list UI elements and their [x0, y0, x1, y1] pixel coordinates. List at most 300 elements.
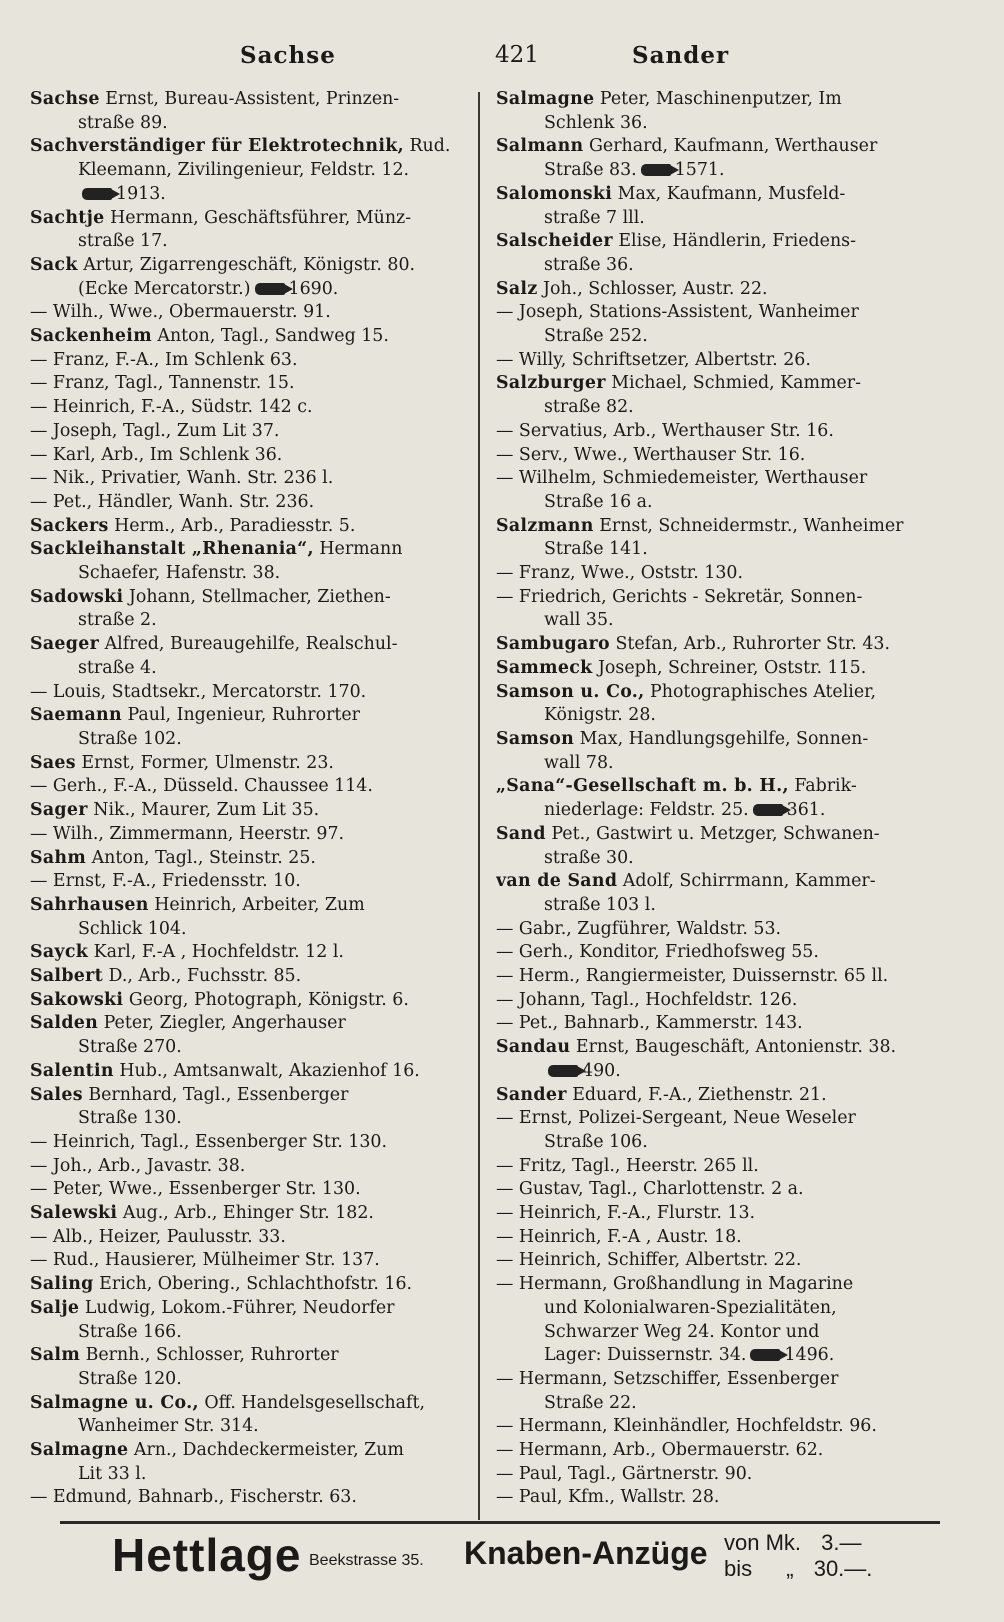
entry-text: Johann, Tagl., Hochfeldstr. 126.: [518, 989, 798, 1010]
ad-price-to-label: bis: [724, 1556, 753, 1581]
entry-text: Off. Handelsgesellschaft,: [198, 1392, 425, 1413]
entry-text: Louis, Stadtsekr., Mercatorstr. 170.: [52, 681, 367, 702]
ad-price: [724, 1530, 872, 1582]
entry-text: Hermann, Arb., Obermauerstr. 62.: [518, 1440, 824, 1461]
ditto-dash: —: [30, 373, 53, 394]
entry-text: Franz, Wwe., Oststr. 130.: [518, 563, 743, 584]
directory-line: [30, 207, 465, 231]
entry-name: Salmann: [496, 136, 584, 157]
entry-text: Serv., Wwe., Werthauser Str. 16.: [518, 444, 806, 465]
entry-text: Bernhard, Tagl., Essenberger: [82, 1084, 349, 1105]
ad-price-from-label: von Mk.: [724, 1530, 802, 1555]
directory-line: [496, 752, 934, 776]
entry-name: Saemann: [30, 705, 122, 726]
directory-line: [30, 467, 465, 491]
directory-line: [30, 1226, 465, 1250]
entry-name: Sachverständiger für Elektrotechnik,: [30, 136, 404, 157]
directory-line: [30, 301, 465, 325]
ditto-dash: —: [30, 397, 53, 418]
phone-number: 1690.: [288, 278, 339, 299]
directory-line: [496, 799, 934, 823]
directory-line: [496, 941, 934, 965]
entry-text: straße 4.: [78, 657, 157, 678]
directory-line: [30, 1131, 465, 1155]
directory-line: [496, 989, 934, 1013]
ditto-dash: —: [30, 776, 53, 797]
ditto-dash: —: [30, 420, 53, 441]
directory-line: [30, 941, 465, 965]
entry-name: Sales: [30, 1084, 83, 1105]
directory-line: [30, 1439, 465, 1463]
entry-text: straße 36.: [544, 254, 634, 275]
directory-line: [496, 657, 934, 681]
directory-line: [496, 349, 934, 373]
entry-text: Georg, Photograph, Königstr. 6.: [123, 989, 409, 1010]
directory-line: [30, 1297, 465, 1321]
directory-line: [30, 1344, 465, 1368]
directory-line: [496, 1202, 934, 1226]
ditto-dash: —: [496, 1440, 519, 1461]
ditto-dash: —: [496, 942, 519, 963]
ditto-dash: —: [496, 966, 519, 987]
entry-text: Peter, Maschinenputzer, Im: [594, 89, 842, 109]
page-number: 421: [495, 42, 539, 68]
directory-line: [496, 681, 934, 705]
phone-number: 1571.: [674, 160, 725, 181]
entry-text: Karl, F.-A , Hochfeldstr. 12 l.: [88, 942, 344, 963]
directory-line: [30, 704, 465, 728]
entry-name: Sadowski: [30, 586, 124, 607]
entry-text: straße 7 lll.: [544, 207, 645, 228]
entry-text: Rud.: [403, 136, 451, 157]
entry-text: Ernst, Bureau-Assistent, Prinzen-: [99, 89, 400, 109]
left-column: [30, 88, 465, 1510]
entry-text: Hub., Amtsanwalt, Akazienhof 16.: [113, 1060, 420, 1081]
entry-text: Pet., Bahnarb., Kammerstr. 143.: [518, 1013, 803, 1034]
ad-price-to: 30.—.: [813, 1556, 873, 1581]
directory-line: [30, 538, 465, 562]
ad-price-ditto: „: [786, 1556, 794, 1581]
entry-text: Straße 252.: [544, 326, 648, 347]
directory-line: [30, 681, 465, 705]
directory-line: [496, 1463, 934, 1487]
ditto-dash: —: [496, 302, 519, 323]
directory-line: [30, 870, 465, 894]
entry-name: Salje: [30, 1297, 80, 1318]
directory-line: [30, 278, 465, 302]
ditto-dash: —: [30, 1226, 53, 1247]
ditto-dash: —: [496, 989, 519, 1010]
directory-line: [30, 633, 465, 657]
entry-text: straße 17.: [78, 231, 168, 252]
entry-name: Salmagne u. Co.,: [30, 1392, 199, 1413]
directory-line: [30, 918, 465, 942]
entry-text: Lager: Duissernstr. 34.: [544, 1345, 747, 1366]
entry-text: Gerhard, Kaufmann, Werthauser: [583, 136, 878, 157]
directory-line: [30, 847, 465, 871]
entry-text: Servatius, Arb., Werthauser Str. 16.: [518, 420, 834, 441]
entry-text: Ernst, Baugeschäft, Antonienstr. 38.: [570, 1037, 897, 1058]
entry-name: Saling: [30, 1274, 94, 1295]
directory-line: [496, 823, 934, 847]
entry-text: Karl, Arb., Im Schlenk 36.: [52, 444, 283, 465]
footer-rule: [60, 1521, 940, 1524]
directory-line: [496, 1392, 934, 1416]
directory-line: [30, 823, 465, 847]
ditto-dash: —: [496, 1226, 519, 1247]
ditto-dash: —: [496, 563, 519, 584]
entry-text: Straße 166.: [78, 1321, 182, 1342]
directory-line: [30, 396, 465, 420]
directory-line: [30, 230, 465, 254]
entry-name: Samson u. Co.,: [496, 681, 645, 702]
directory-line: [496, 918, 934, 942]
directory-line: [30, 1486, 465, 1510]
entry-text: Heinrich, Arbeiter, Zum: [148, 894, 365, 915]
entry-text: Stefan, Arb., Ruhrorter Str. 43.: [609, 634, 891, 655]
entry-text: (Ecke Mercatorstr.): [78, 278, 251, 299]
entry-name: Salentin: [30, 1060, 114, 1081]
entry-text: Straße 120.: [78, 1368, 182, 1389]
entry-name: „Sana“-Gesellschaft m. b. H.,: [496, 776, 789, 797]
entry-text: und Kolonialwaren-Spezialitäten,: [544, 1297, 837, 1318]
entry-text: Nik., Maurer, Zum Lit 35.: [87, 800, 320, 821]
ditto-dash: —: [496, 444, 519, 465]
entry-name: Sandau: [496, 1037, 571, 1058]
directory-line: [30, 420, 465, 444]
entry-text: Franz, F.-A., Im Schlenk 63.: [52, 349, 298, 370]
directory-line: [496, 372, 934, 396]
ditto-dash: —: [496, 1416, 519, 1437]
entry-text: Franz, Tagl., Tannenstr. 15.: [52, 373, 295, 394]
directory-line: [496, 278, 934, 302]
entry-text: Photographisches Atelier,: [644, 681, 877, 702]
entry-text: Straße 83.: [544, 160, 637, 181]
directory-line: [496, 704, 934, 728]
directory-line: [496, 88, 934, 112]
entry-text: Peter, Wwe., Essenberger Str. 130.: [52, 1179, 361, 1200]
ditto-dash: —: [496, 1250, 519, 1271]
directory-line: [496, 135, 934, 159]
entry-text: Schaefer, Hafenstr. 38.: [78, 563, 281, 584]
ditto-dash: —: [496, 586, 519, 607]
entry-name: Sayck: [30, 942, 89, 963]
entry-text: Pet., Händler, Wanh. Str. 236.: [52, 491, 315, 512]
ditto-dash: —: [496, 1179, 519, 1200]
header-first-entry: Sachse: [240, 42, 336, 69]
directory-line: [30, 1107, 465, 1131]
ditto-dash: —: [496, 1155, 519, 1176]
directory-line: [496, 728, 934, 752]
ditto-dash: —: [496, 1108, 519, 1129]
entry-name: Sand: [496, 823, 546, 844]
directory-line: [496, 207, 934, 231]
entry-text: Ernst, Former, Ulmenstr. 23.: [75, 752, 334, 773]
entry-text: Edmund, Bahnarb., Fischerstr. 63.: [52, 1487, 357, 1508]
entry-text: Schwarzer Weg 24. Kontor und: [544, 1321, 820, 1342]
entry-text: Hermann, Setzschiffer, Essenberger: [518, 1368, 839, 1389]
entry-text: Ernst, Polizei-Sergeant, Neue Weseler: [518, 1108, 856, 1129]
directory-line: [496, 254, 934, 278]
entry-text: Elise, Händlerin, Friedens-: [612, 231, 856, 252]
entry-name: Salden: [30, 1013, 99, 1034]
directory-line: [30, 325, 465, 349]
entry-text: Fritz, Tagl., Heerstr. 265 ll.: [518, 1155, 759, 1176]
directory-line: [496, 1084, 934, 1108]
ditto-dash: —: [30, 1250, 53, 1271]
entry-text: Königstr. 28.: [544, 705, 656, 726]
directory-line: [496, 159, 934, 183]
ditto-dash: —: [30, 871, 53, 892]
directory-line: [30, 799, 465, 823]
ditto-dash: —: [496, 918, 519, 939]
entry-text: Joseph, Schreiner, Oststr. 115.: [592, 657, 867, 678]
directory-line: [30, 609, 465, 633]
directory-line: [30, 135, 465, 159]
directory-line: [30, 159, 465, 183]
ditto-dash: —: [30, 349, 53, 370]
entry-text: Herm., Rangiermeister, Duissernstr. 65 ll.: [518, 966, 889, 987]
entry-name: Salm: [30, 1345, 81, 1366]
entry-text: Alb., Heizer, Paulusstr. 33.: [52, 1226, 286, 1247]
entry-name: Salz: [496, 278, 538, 299]
directory-line: [496, 515, 934, 539]
entry-text: straße 2.: [78, 610, 157, 631]
entry-name: Sahm: [30, 847, 87, 868]
directory-line: [496, 965, 934, 989]
directory-line: [496, 396, 934, 420]
directory-line: [496, 112, 934, 136]
directory-line: [496, 538, 934, 562]
entry-text: Paul, Tagl., Gärtnerstr. 90.: [518, 1463, 753, 1484]
ditto-dash: —: [496, 1487, 519, 1508]
directory-line: [30, 657, 465, 681]
directory-line: [30, 1155, 465, 1179]
directory-line: [30, 1036, 465, 1060]
entry-text: Hermann, Geschäftsführer, Münz-: [104, 207, 412, 228]
header-last-entry: Sander: [632, 42, 730, 69]
directory-line: [30, 894, 465, 918]
directory-line: [30, 1084, 465, 1108]
directory-line: [496, 870, 934, 894]
phone-number: 1496.: [784, 1345, 835, 1366]
telephone-icon: [750, 1349, 780, 1361]
entry-text: Straße 16 a.: [544, 491, 653, 512]
directory-line: [30, 349, 465, 373]
entry-name: Sachtje: [30, 207, 105, 228]
telephone-icon: [753, 804, 783, 816]
directory-line: [496, 894, 934, 918]
directory-line: [30, 444, 465, 468]
directory-line: [30, 1202, 465, 1226]
directory-line: [30, 183, 465, 207]
entry-text: Hermann, Kleinhändler, Hochfeldstr. 96.: [518, 1416, 877, 1437]
directory-line: [30, 752, 465, 776]
entry-text: Gustav, Tagl., Charlottenstr. 2 a.: [518, 1179, 804, 1200]
ditto-dash: —: [30, 1155, 53, 1176]
ditto-dash: —: [30, 302, 53, 323]
directory-line: [496, 586, 934, 610]
ditto-dash: —: [30, 491, 53, 512]
entry-text: Fabrik-: [788, 776, 857, 797]
entry-text: Straße 102.: [78, 728, 182, 749]
entry-text: Heinrich, F.-A , Austr. 18.: [518, 1226, 742, 1247]
directory-line: [496, 1131, 934, 1155]
entry-text: Wanheimer Str. 314.: [78, 1416, 259, 1437]
directory-line: [496, 1273, 934, 1297]
entry-text: Gerh., F.-A., Düsseld. Chaussee 114.: [52, 776, 373, 797]
directory-line: [30, 88, 465, 112]
directory-line: [496, 562, 934, 586]
directory-line: [30, 1249, 465, 1273]
entry-text: Heinrich, F.-A., Südstr. 142 c.: [52, 397, 313, 418]
entry-name: Sackenheim: [30, 326, 152, 347]
entry-text: Straße 270.: [78, 1037, 182, 1058]
directory-line: [30, 586, 465, 610]
entry-name: Sackers: [30, 515, 109, 536]
directory-line: [496, 491, 934, 515]
entry-text: Joh., Arb., Javastr. 38.: [52, 1155, 246, 1176]
entry-text: Willy, Schriftsetzer, Albertstr. 26.: [518, 349, 811, 370]
ditto-dash: —: [496, 1274, 519, 1295]
entry-name: van de Sand: [496, 871, 618, 892]
directory-line: [30, 372, 465, 396]
telephone-icon: [82, 188, 112, 200]
entry-text: Anton, Tagl., Steinstr. 25.: [86, 847, 316, 868]
entry-text: Pet., Gastwirt u. Metzger, Schwanen-: [545, 823, 880, 844]
entry-name: Salzmann: [496, 515, 594, 536]
entry-text: wall 78.: [544, 752, 614, 773]
entry-text: Max, Kaufmann, Musfeld-: [612, 183, 846, 204]
entry-text: Schlick 104.: [78, 918, 187, 939]
entry-text: Arn., Dachdeckermeister, Zum: [128, 1440, 404, 1461]
entry-text: Herm., Arb., Paradiesstr. 5.: [108, 515, 356, 536]
entry-text: straße 103 l.: [544, 894, 656, 915]
entry-text: Straße 141.: [544, 539, 648, 560]
directory-line: [30, 254, 465, 278]
entry-name: Salmagne: [30, 1440, 129, 1461]
entry-text: Ludwig, Lokom.-Führer, Neudorfer: [79, 1297, 395, 1318]
directory-line: [496, 1415, 934, 1439]
directory-line: [496, 1321, 934, 1345]
ditto-dash: —: [30, 1131, 53, 1152]
entry-text: 490.: [582, 1060, 621, 1081]
directory-line: [30, 515, 465, 539]
entry-text: Ernst, Schneidermstr., Wanheimer: [593, 515, 904, 536]
entry-name: Sammeck: [496, 657, 593, 678]
ad-product: Knaben-Anzüge: [464, 1535, 708, 1571]
entry-text: Max, Handlungsgehilfe, Sonnen-: [574, 728, 869, 749]
directory-line: [30, 1178, 465, 1202]
directory-line: [30, 1321, 465, 1345]
directory-line: [496, 467, 934, 491]
entry-text: Paul, Kfm., Wallstr. 28.: [518, 1487, 720, 1508]
entry-text: Heinrich, Tagl., Essenberger Str. 130.: [52, 1131, 388, 1152]
ad-street: Beekstrasse 35.: [309, 1552, 424, 1569]
entry-text: straße 82.: [544, 397, 634, 418]
entry-text: Schlenk 36.: [544, 112, 648, 133]
entry-text: Straße 130.: [78, 1108, 182, 1129]
entry-text: Wilh., Zimmermann, Heerstr. 97.: [52, 823, 345, 844]
entry-text: D., Arb., Fuchsstr. 85.: [102, 966, 302, 987]
entry-text: Alfred, Bureaugehilfe, Realschul-: [99, 634, 398, 655]
entry-text: Michael, Schmied, Kammer-: [605, 373, 861, 394]
advertisement: [112, 1528, 952, 1592]
entry-text: Joh., Schlosser, Austr. 22.: [537, 278, 768, 299]
directory-line: [496, 1249, 934, 1273]
entry-name: Sahrhausen: [30, 894, 149, 915]
directory-line: [496, 1012, 934, 1036]
entry-name: Salbert: [30, 966, 103, 987]
entry-name: Sachse: [30, 89, 100, 109]
directory-line: [30, 1060, 465, 1084]
directory-line: [496, 1155, 934, 1179]
directory-line: [496, 301, 934, 325]
directory-line: [496, 1226, 934, 1250]
directory-line: [496, 775, 934, 799]
directory-line: [496, 1036, 934, 1060]
ditto-dash: —: [496, 420, 519, 441]
entry-text: Anton, Tagl., Sandweg 15.: [151, 326, 389, 347]
directory-line: [496, 1107, 934, 1131]
entry-text: Friedrich, Gerichts - Sekretär, Sonnen-: [518, 586, 863, 607]
directory-line: [496, 847, 934, 871]
entry-name: Salscheider: [496, 231, 613, 252]
entry-name: Salewski: [30, 1203, 118, 1224]
ad-price-from: 3.—: [821, 1530, 862, 1555]
ditto-dash: —: [30, 444, 53, 465]
entry-text: Wilh., Wwe., Obermauerstr. 91.: [52, 302, 331, 323]
directory-line: [30, 562, 465, 586]
directory-line: [496, 1439, 934, 1463]
directory-line: [496, 1486, 934, 1510]
entry-text: Aug., Arb., Ehinger Str. 182.: [117, 1203, 374, 1224]
entry-text: wall 35.: [544, 610, 614, 631]
entry-name: Sander: [496, 1084, 567, 1105]
entry-name: Sager: [30, 800, 88, 821]
telephone-icon: [255, 283, 285, 295]
entry-name: Saes: [30, 752, 76, 773]
directory-line: [30, 112, 465, 136]
entry-text: 1913.: [116, 183, 166, 204]
page-header: [40, 42, 944, 82]
entry-text: Adolf, Schirrmann, Kammer-: [617, 871, 876, 892]
ditto-dash: —: [496, 1368, 519, 1389]
entry-name: Samson: [496, 728, 575, 749]
entry-name: Salomonski: [496, 183, 613, 204]
entry-name: Sackleihanstalt „Rhenania“,: [30, 539, 314, 560]
phone-number: 361.: [786, 800, 826, 821]
directory-line: [496, 183, 934, 207]
ditto-dash: —: [496, 1203, 519, 1224]
entry-text: niederlage: Feldstr. 25.: [544, 800, 749, 821]
directory-line: [30, 1415, 465, 1439]
telephone-icon: [548, 1065, 578, 1077]
ditto-dash: —: [30, 681, 53, 702]
entry-text: Gerh., Konditor, Friedhofsweg 55.: [518, 942, 819, 963]
ditto-dash: —: [30, 468, 53, 489]
directory-line: [30, 1273, 465, 1297]
entry-text: Artur, Zigarrengeschäft, Königstr. 80.: [77, 254, 416, 275]
entry-text: straße 30.: [544, 847, 634, 868]
directory-line: [30, 1392, 465, 1416]
directory-line: [496, 1368, 934, 1392]
entry-text: Heinrich, Schiffer, Albertstr. 22.: [518, 1250, 802, 1271]
ditto-dash: —: [496, 349, 519, 370]
entry-text: Nik., Privatier, Wanh. Str. 236 l.: [52, 468, 334, 489]
column-divider: [478, 92, 480, 1520]
directory-line: [496, 420, 934, 444]
